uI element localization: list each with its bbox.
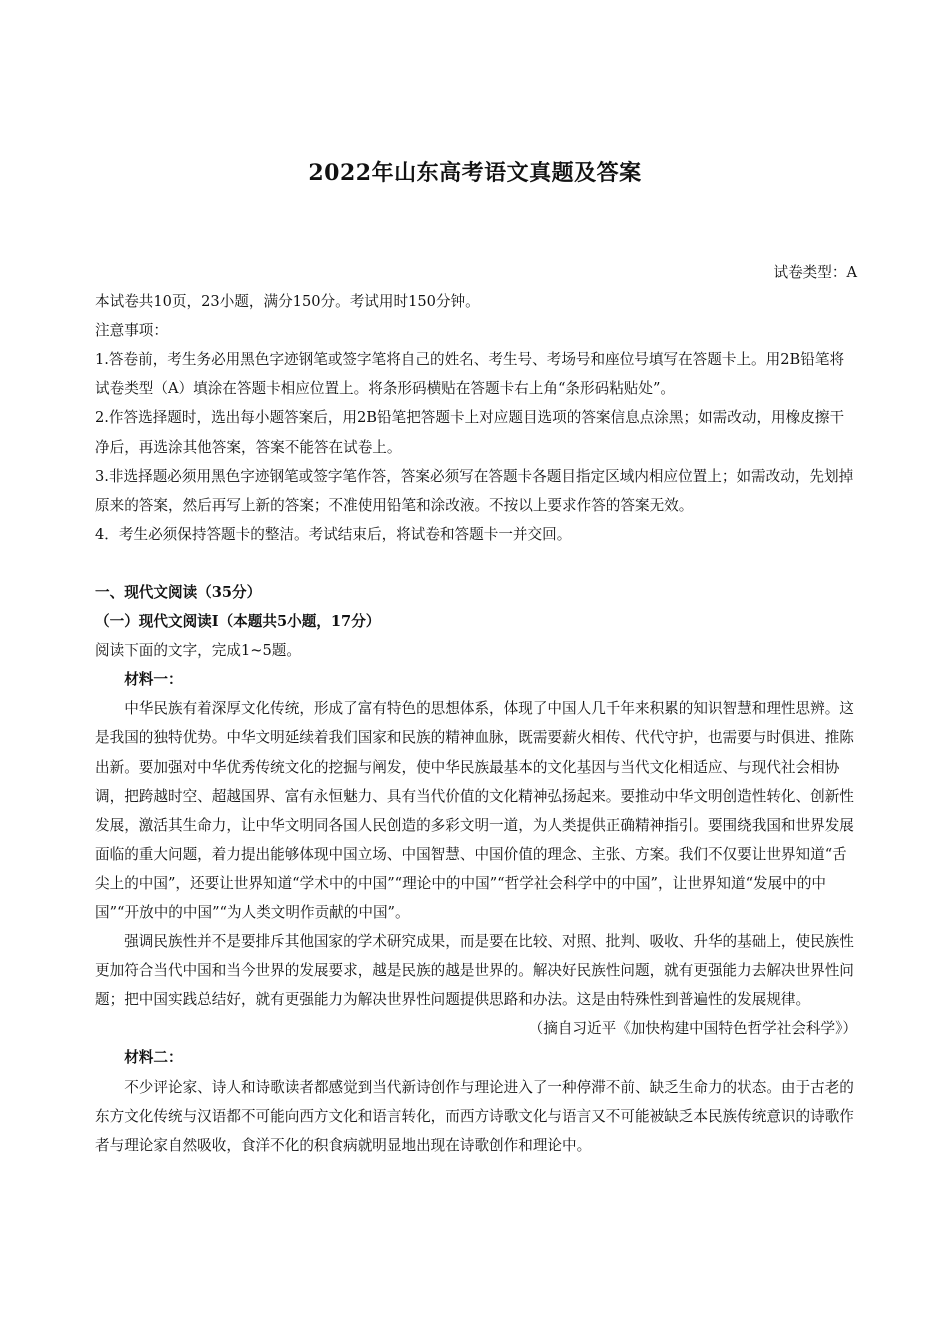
note-item: 4．考生必须保持答题卡的整洁。考试结束后，将试卷和答题卡一并交回。 [95,525,572,543]
exam-body [95,258,857,1160]
reading-instruction: 阅读下面的文字，完成1~5题。 [95,642,301,660]
notes-heading: 注意事项： [95,322,168,340]
exam-intro: 本试卷共10页，23小题，满分150分。考试用时150分钟。 [95,293,480,311]
note-item: 1.答卷前，考生务必用黑色字迹钢笔或签字笔将自己的姓名、考生号、考场号和座位号填写在答题卡上。用2B铅笔将试卷类型（A）填涂在答题卡相应位置上。将条形码横贴在答题卡右上角“条形码粘贴处”。 [95,351,845,398]
note-item: 2.作答选择题时，选出每小题答案后，用2B铅笔把答题卡上对应题目选项的答案信息点涂黑；如需改动，用橡皮擦干净后，再选涂其他答案，答案不能答在试卷上。 [95,409,845,456]
material2-paragraph: 不少评论家、诗人和诗歌读者都感觉到当代新诗创作与理论进入了一种停滞不前、缺乏生命力的状态。由于古老的东方文化传统与汉语都不可能向西方文化和语言转化，而西方诗歌文化与语言又不可能被缺乏本民族传统意识的诗歌作者与理论家自然吸收，食洋不化的积食病就明显地出现在诗歌创作和理论中。 [95,1078,854,1154]
material2-label: 材料二： [124,1049,183,1067]
section-heading: 一、现代文阅读（35分） [95,583,262,601]
paper-type: 试卷类型：A [773,264,857,281]
section-gap [95,549,857,578]
exam-title: 2022年山东高考语文真题及答案 [308,160,642,186]
material1-label: 材料一： [124,671,183,689]
material1-source: （摘自习近平《加快构建中国特色哲学社会科学》） [528,1020,857,1038]
material1-paragraph: 强调民族性并不是要排斥其他国家的学术研究成果，而是要在比较、对照、批判、吸收、升华的基础上，使民族性更加符合当代中国和当今世界的发展要求，越是民族的越是世界的。解决好民族性问题，就有更强能力去解决世界性问题；把中国实践总结好，就有更强能力为解决世界性问题提供思路和办法。这是由特殊性到普遍性的发展规律。 [95,933,854,1009]
note-item: 3.非选择题必须用黑色字迹钢笔或签字笔作答，答案必须写在答题卡各题目指定区域内相应位置上；如需改动，先划掉原来的答案，然后再写上新的答案；不准使用铅笔和涂改液。不按以上要求作答的答案无效。 [95,467,854,514]
subsection-heading: （一）现代文阅读Ⅰ（本题共5小题，17分） [95,613,381,631]
material1-paragraph: 中华民族有着深厚文化传统，形成了富有特色的思想体系，体现了中国人几千年来积累的知识智慧和理性思辨。这是我国的独特优势。中华文明延续着我们国家和民族的精神血脉，既需要薪火相传、代代守护，也需要与时俱进、推陈出新。要加强对中华优秀传统文化的挖掘与阐发，使中华民族最基本的文化基因与当代文化相适应、与现代社会相协调，把跨越时空、超越国界、富有永恒魅力、具有当代价值的文化精神弘扬起来。要推动中华文明创造性转化、创新性发展，激活其生命力，让中华文明同各国人民创造的多彩文明一道，为人类提供正确精神指引。要围绕我国和世界发展面临的重大问题，着力提出能够体现中国立场、中国智慧、中国价值的理念、主张、方案。我们不仅要让世界知道“舌尖上的中国”，还要让世界知道“学术中的中国”“理论中的中国”“哲学社会科学中的中国”，让世界知道“发展中的中国”“开放中的中国”“为人类文明作贡献的中国”。 [95,700,854,921]
